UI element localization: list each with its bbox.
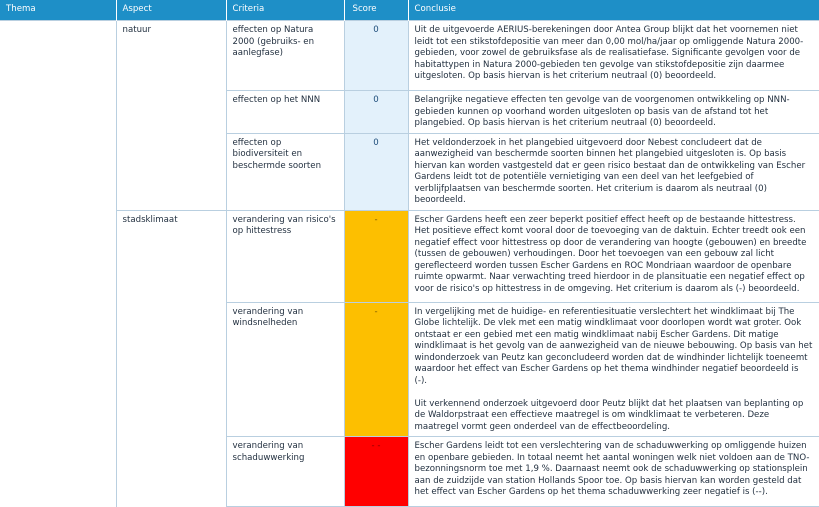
conclusie-paragraph: Uit de uitgevoerde AERIUS-berekeningen door Antea Group blijkt dat het voornemen niet leidt tot een stikstofdepositie van meer dan 0,00 mol/ha/jaar op omliggende Natura 2000-gebieden, voor zowel de gebruiksfase als de realisatiefase. Significante gevolgen voor de habitattypen in Natura 2000-gebieden ten gevolge van stikstofdepositie zijn daarmee uitgesloten. Op basis hiervan is het criterium neutraal (0) beoordeeld. xyxy=(414,25,804,81)
criteria-cell: verandering van risico's op hittestress xyxy=(226,210,344,302)
score-cell: - xyxy=(344,302,408,437)
score-cell: 0 xyxy=(344,91,408,134)
conclusie-cell xyxy=(408,91,819,134)
score-cell: 0 xyxy=(344,21,408,91)
conclusie-cell xyxy=(408,133,819,210)
score-cell: - xyxy=(344,210,408,302)
table-row xyxy=(0,210,819,302)
conclusie-cell xyxy=(408,302,819,437)
thema-cell xyxy=(0,21,116,507)
aspect-cell: stadsklimaat xyxy=(116,210,226,507)
conclusie-paragraph: Belangrijke negatieve effecten ten gevolge van de voorgenomen ontwikkeling op NNN-gebieden kunnen op voorhand worden uitgesloten op basis van de afstand tot het plangebied. Op basis hiervan is het criterium neutraal (0) beoordeeld. xyxy=(414,95,790,128)
conclusie-paragraph: Het veldonderzoek in het plangebied uitgevoerd door Nebest concludeert dat de aanwezigheid van beschermde soorten binnen het plangebied uitgesloten is. Op basis hiervan kan worden vastgesteld dat er geen risico bestaat dan de ontwikkeling van Escher Gardens leidt tot de potentiële vernietiging van een deel van het leefgebied of verblijfplaatsen van beschermde soorten. Het criterium is daarom als neutraal (0) beoordeeld. xyxy=(414,137,806,205)
header-thema: Thema xyxy=(0,0,116,21)
header-score: Score xyxy=(344,0,408,21)
conclusie-paragraph: Escher Gardens heeft een zeer beperkt positief effect heeft op de bestaande hittestress. Het positieve effect komt vooral door de toevoeging van de daktuin. Echter treedt ook een negatief effect voor hittestress op door de verandering van hoogte (gebouwen) en breedte (tussen de gebouwen) verhoudingen. Door het toevoegen van een gebouw zal licht gereflecteerd worden tussen Escher Gardens en ROC Mondriaan waardoor de openbare ruimte opwarmt. Naar verwachting treed hierdoor in de plansituatie een negatief effect op voor de risico's op hittestress in de omgeving. Het criterium is daarom als (-) beoordeeld. xyxy=(414,214,807,294)
header-conclusie: Conclusie xyxy=(408,0,819,21)
criteria-cell: effecten op Natura 2000 (gebruiks- en aanlegfase) xyxy=(226,21,344,91)
aspect-cell: natuur xyxy=(116,21,226,211)
conclusie-cell xyxy=(408,437,819,507)
conclusie-paragraph: In vergelijking met de huidige- en referentiesituatie verslechtert het windklimaat bij The Globe lichtelijk. De vlek met een matig windklimaat voor doorlopen wordt wat groter. Ook ontstaat er een gebied met een matig windklimaat nabij Escher Gardens. Dit matige windklimaat is het gevolg van de aanwezigheid van de nieuwe bebouwing. Op basis van het windonderzoek van Peutz kan geconcludeerd worden dat de windhinder lichtelijk toeneemt waardoor het effect van Escher Gardens op het thema windhinder negatief beoordeeld is (-). xyxy=(414,306,813,386)
score-cell: 0 xyxy=(344,133,408,210)
score-cell: - - xyxy=(344,437,408,507)
conclusie-cell xyxy=(408,210,819,302)
criteria-cell: effecten op het NNN xyxy=(226,91,344,134)
table-row xyxy=(0,21,819,91)
conclusie-cell xyxy=(408,21,819,91)
header-row xyxy=(0,0,819,21)
conclusie-paragraph: Escher Gardens leidt tot een verslechtering van de schaduwwerking op omliggende huizen en openbare gebieden. In totaal neemt het aantal woningen welk niet voldoen aan de TNO-bezonningsnorm toe met 1,9 %. Daarnaast neemt ook de schaduwwerking op stationsplein aan de zuidzijde van station Hollands Spoor toe. Op basis hiervan kan worden gesteld dat het effect van Escher Gardens op het thema schaduwwerking zeer negatief is (--). xyxy=(414,441,810,497)
conclusie-paragraph: Uit verkennend onderzoek uitgevoerd door Peutz blijkt dat het plaatsen van beplanting op de Waldorpstraat een effectieve maatregel is om windklimaat te verbeteren. Deze maatregel vormt geen onderdeel van de effectbeoordeling. xyxy=(414,398,804,432)
criteria-cell: verandering van schaduwwerking xyxy=(226,437,344,507)
criteria-cell: effecten op biodiversiteit en beschermde soorten xyxy=(226,133,344,210)
criteria-cell: verandering van windsnelheden xyxy=(226,302,344,437)
table-body xyxy=(0,21,819,507)
header-aspect: Aspect xyxy=(116,0,226,21)
header-criteria: Criteria xyxy=(226,0,344,21)
